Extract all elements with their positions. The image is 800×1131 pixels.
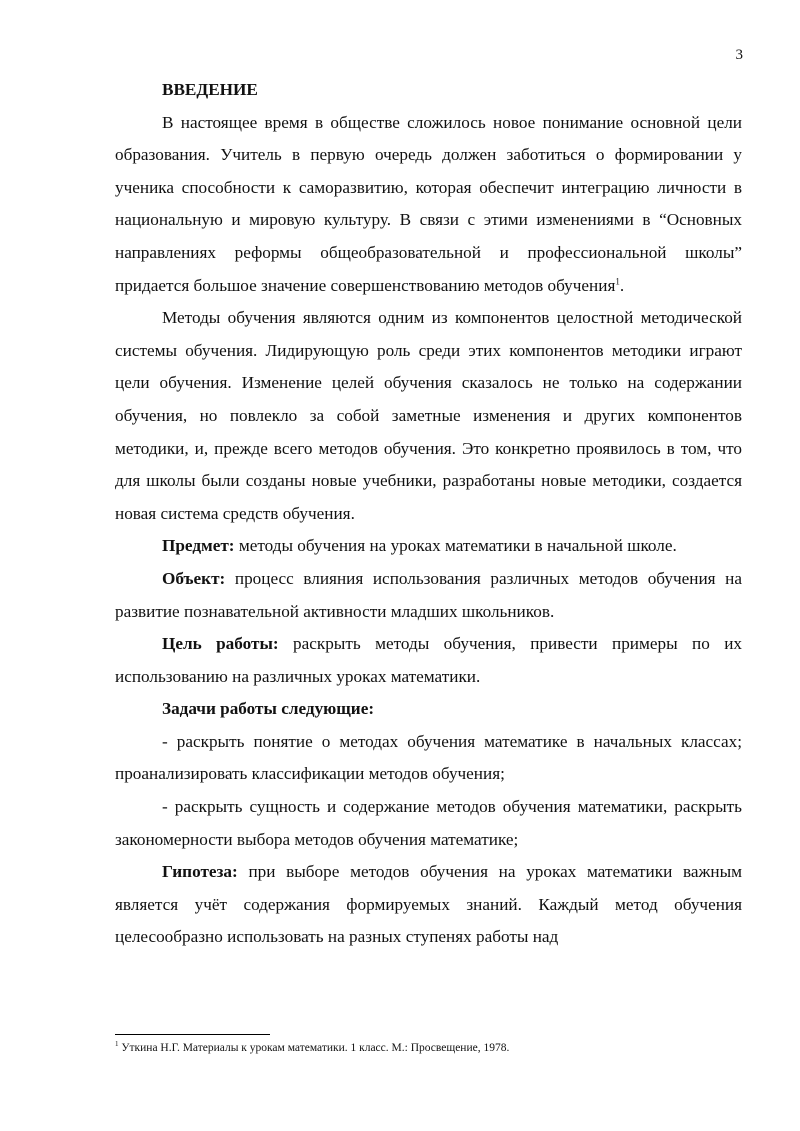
intro-paragraph-end: . — [619, 275, 625, 295]
object-text: процесс влияния использования различных методов обучения на развитие познавательной активности младших школьников. — [115, 568, 742, 621]
task-item: - раскрыть сущность и содержание методов обучения математики, раскрыть закономерности выбора методов обучения математике; — [115, 797, 742, 849]
subject-label: Предмет: — [162, 536, 235, 556]
goal-label: Цель работы: — [162, 634, 279, 654]
subject-text: методы обучения на уроках математики в начальной школе. — [234, 536, 677, 556]
tasks-heading: Задачи работы следующие: — [162, 699, 375, 719]
hypothesis-paragraph — [115, 856, 742, 954]
footnote-text: Уткина Н.Г. Материалы к урокам математики. 1 класс. М.: Просвещение, 1978. — [118, 1042, 510, 1054]
footnote-marker: 1 — [115, 1040, 119, 1049]
tasks-heading-paragraph — [115, 693, 742, 726]
hypothesis-text: при выборе методов обучения на уроках математики важным является учёт содержания формируемых знаний. Каждый метод обучения целесообразно использовать на разных ступенях работы над — [115, 862, 742, 947]
page-number: 3 — [735, 47, 743, 63]
document-body — [115, 74, 742, 954]
goal-paragraph — [115, 628, 742, 693]
section-heading: ВВЕДЕНИЕ — [162, 80, 258, 99]
footnote-reference[interactable]: 1 — [615, 275, 620, 286]
object-label: Объект: — [162, 568, 226, 588]
methods-paragraph: Методы обучения являются одним из компонентов целостной методической системы обучения. Лидирующую роль среди этих компонентов методики играют цели обучения. Изменение целей обучения сказалось не только на содержании обучения, но повлекло за собой заметные изменения и других компонентов методики, и, прежде всего методов обучения. Это конкретно проявилось в том, что для школы были созданы новые учебники, разработаны новые методики, создается новая система средств обучения. — [115, 308, 742, 523]
hypothesis-label: Гипотеза: — [162, 862, 238, 882]
footnote-separator — [115, 1034, 270, 1035]
object-paragraph — [115, 563, 742, 628]
footnote — [115, 1040, 742, 1056]
intro-paragraph-text: В настоящее время в обществе сложилось новое понимание основной цели образования. Учитель в первую очередь должен заботиться о формировании у ученика способности к саморазвитию, которая обеспечит интеграцию личности в национальную и мировую культуру. В связи с этими изменениями в “Основных направлениях реформы общеобразовательной и профессиональной школы” придается большое значение совершенствованию методов обучения — [115, 112, 742, 295]
task-item: - раскрыть понятие о методах обучения математике в начальных классах; проанализировать классификации методов обучения; — [115, 731, 742, 784]
intro-paragraph — [115, 107, 742, 303]
goal-text: раскрыть методы обучения, привести примеры по их использованию на различных уроках математики. — [115, 634, 743, 686]
subject-paragraph — [115, 530, 742, 563]
